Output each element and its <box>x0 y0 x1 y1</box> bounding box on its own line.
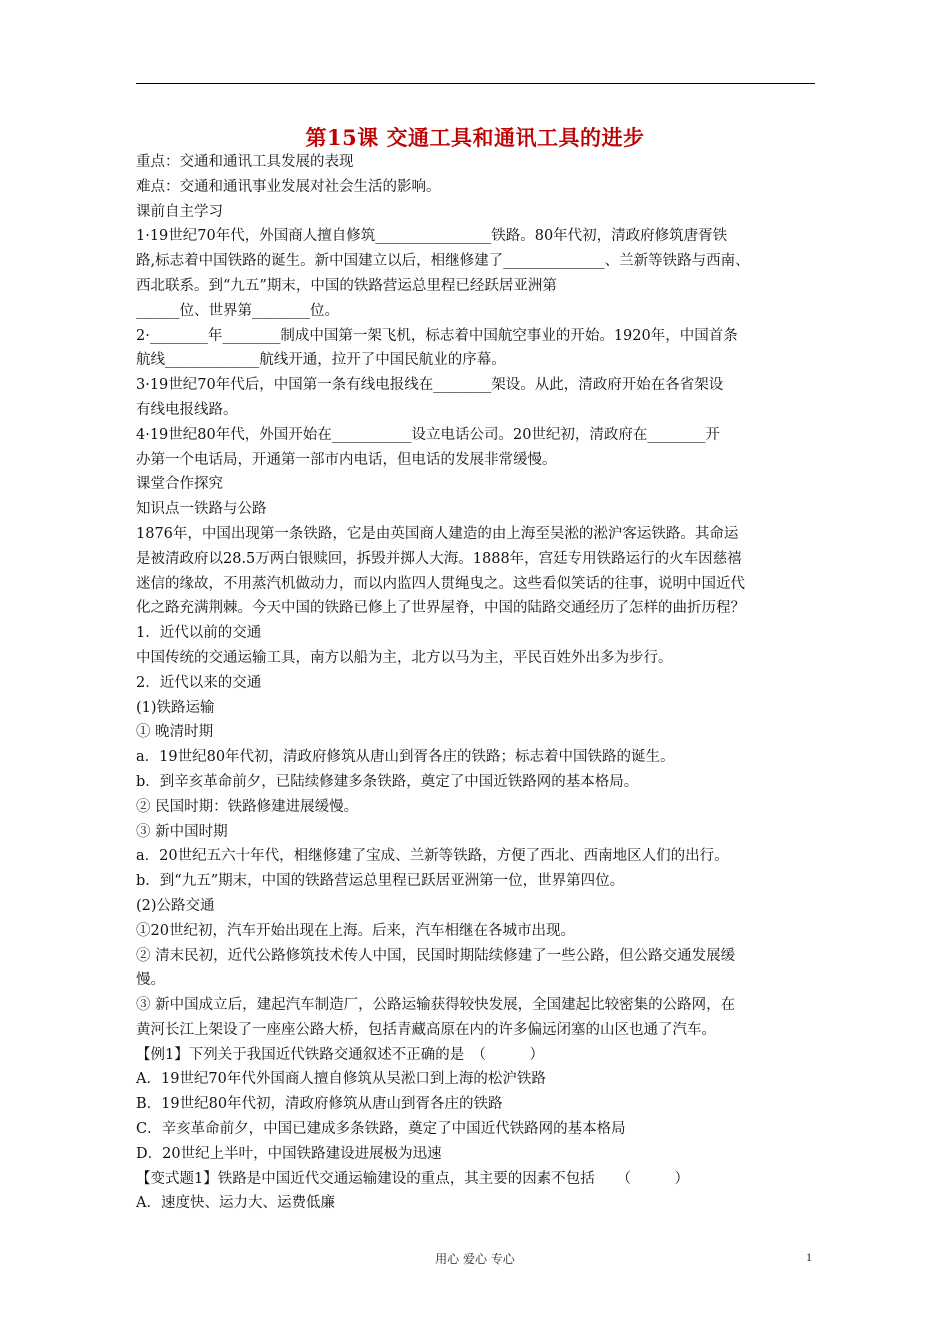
text-line: 2·________年________制成中国第一架飞机，标志着中国航空事业的开始。1920年，中国首条 <box>136 327 738 344</box>
text-line: b．到“九五”期末，中国的铁路营运总里程已跃居亚洲第一位，世界第四位。 <box>136 873 625 890</box>
text-line: 办第一个电话局，开通第一部市内电话，但电话的发展非常缓慢。 <box>136 451 557 468</box>
text-line: ③ 新中国成立后，建起汽车制造厂，公路运输获得较快发展，全国建起比较密集的公路网，在 <box>136 997 736 1014</box>
text-line: 有线电报线路。 <box>136 401 238 418</box>
text-line: 课堂合作探究 <box>136 476 223 493</box>
text-line: 【例1】下列关于我国近代铁路交通叙述不正确的是 （ ） <box>136 1046 544 1063</box>
text-line: a．19世纪80年代初，清政府修筑从唐山到胥各庄的铁路；标志着中国铁路的诞生。 <box>136 749 675 766</box>
page-footer: 用心 爱心 专心 <box>435 1252 515 1266</box>
text-line: A．19世纪70年代外国商人擅自修筑从吴淞口到上海的松沪铁路 <box>136 1071 546 1088</box>
text-line: a．20世纪五六十年代，相继修建了宝成、兰新等铁路，方便了西北、西南地区人们的出行。 <box>136 848 729 865</box>
text-line: B．19世纪80年代初，清政府修筑从唐山到胥各庄的铁路 <box>136 1096 503 1113</box>
text-line: ______位、世界第________位。 <box>136 302 339 319</box>
text-line: 慢。 <box>136 972 165 989</box>
text-line: 中国传统的交通运输工具，南方以船为主，北方以马为主，平民百姓外出多为步行。 <box>136 649 673 666</box>
text-line: 1．近代以前的交通 <box>136 625 262 642</box>
page-number: 1 <box>806 1250 812 1264</box>
text-line: 化之路充满荆棘。今天中国的铁路已修上了世界屋脊，中国的陆路交通经历了怎样的曲折历程？ <box>136 600 745 617</box>
text-line: 1·19世纪70年代，外国商人擅自修筑________________铁路。80年代初，清政府修筑唐胥铁 <box>136 228 728 245</box>
text-line: 重点：交通和通讯工具发展的表现 <box>136 154 354 170</box>
text-line: 西北联系。到“九五”期末，中国的铁路营运总里程已经跃居亚洲第 <box>136 277 557 294</box>
text-line: ② 清末民初，近代公路修筑技术传人中国，民国时期陆续修建了一些公路，但公路交通发展缓 <box>136 947 736 964</box>
lesson-title: 第15课 交通工具和通讯工具的进步 <box>305 125 645 150</box>
text-line: 是被清政府以28.5万两白银赎回，拆毁并掷人大海。1888年，宫廷专用铁路运行的火车因慈禧 <box>136 550 742 567</box>
text-line: ③ 新中国时期 <box>136 823 228 840</box>
text-line: (1)铁路运输 <box>136 699 215 716</box>
text-line: ② 民国时期：铁路修建进展缓慢。 <box>136 798 359 815</box>
document-body <box>136 150 826 1216</box>
text-line: ①20世纪初，汽车开始出现在上海。后来，汽车相继在各城市出现。 <box>136 922 575 939</box>
text-line: (2)公路交通 <box>136 897 215 914</box>
header-rule <box>136 83 815 84</box>
text-line: b．到辛亥革命前夕，已陆续修建多条铁路，奠定了中国近铁路网的基本格局。 <box>136 773 639 790</box>
text-line: 3·19世纪70年代后，中国第一条有线电报线在________架设。从此，清政府开始在各省架设 <box>136 377 724 394</box>
text-line: A．速度快、运力大、运费低廉 <box>136 1195 335 1212</box>
text-line: 黄河长江上架设了一座座公路大桥，包括青藏高原在内的许多偏远闭塞的山区也通了汽车。 <box>136 1021 716 1038</box>
text-line: 知识点一铁路与公路 <box>136 501 267 518</box>
text-line: 4·19世纪80年代，外国开始在___________设立电话公司。20世纪初，清政府在________开 <box>136 426 720 443</box>
text-line: C．辛亥革命前夕，中国已建成多条铁路，奠定了中国近代铁路网的基本格局 <box>136 1121 626 1138</box>
text-line: 路,标志着中国铁路的诞生。新中国建立以后，相继修建了______________、兰新等铁路与西南、 <box>136 253 750 270</box>
text-line: 航线_____________航线开通，拉开了中国民航业的序幕。 <box>136 352 506 369</box>
text-line: ① 晚清时期 <box>136 724 214 741</box>
text-line: 迷信的缘故，不用蒸汽机做动力，而以内监四人贯绳曳之。这些看似笑话的往事，说明中国近代 <box>136 575 745 592</box>
text-line: D．20世纪上半叶，中国铁路建设进展极为迅速 <box>136 1145 442 1162</box>
text-line: 课前自主学习 <box>136 203 223 220</box>
text-line: 2．近代以来的交通 <box>136 674 262 691</box>
text-line: 1876年，中国出现第一条铁路，它是由英国商人建造的由上海至吴淞的淞沪客运铁路。其命运 <box>136 525 739 542</box>
text-line: 【变式题1】铁路是中国近代交通运输建设的重点，其主要的因素不包括 （ ） <box>136 1170 689 1187</box>
text-line: 难点：交通和通讯事业发展对社会生活的影响。 <box>136 178 441 195</box>
